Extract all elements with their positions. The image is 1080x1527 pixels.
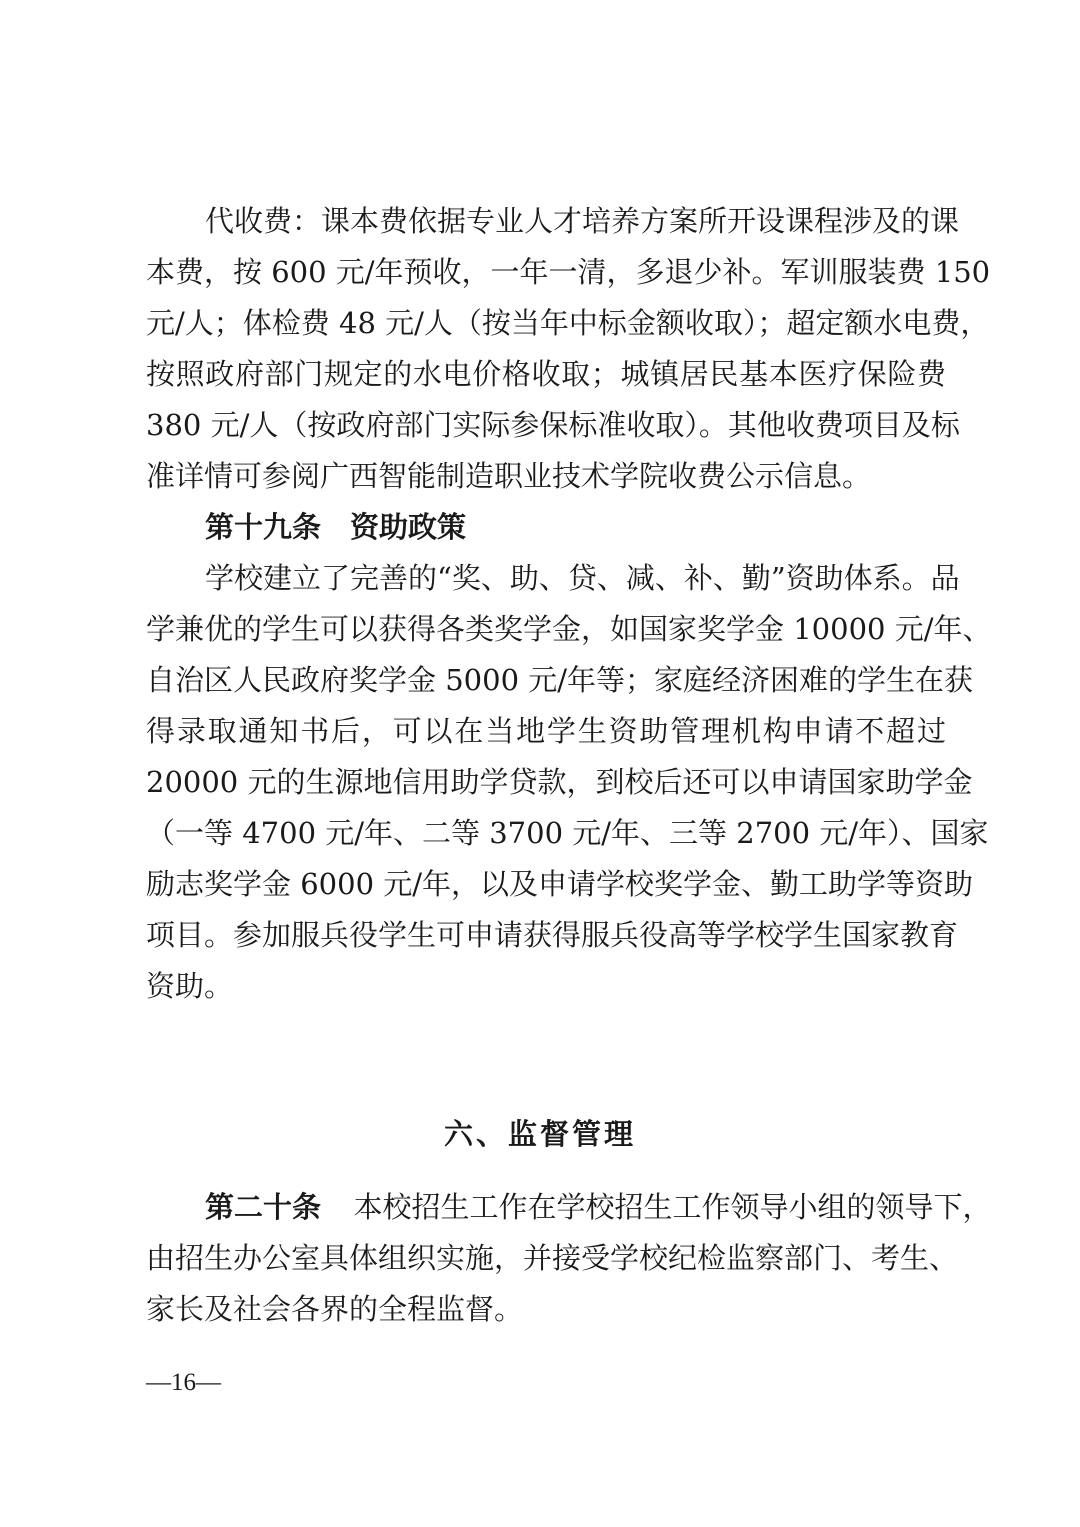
page-number: —16—	[146, 1369, 221, 1396]
paragraph-line: 学兼优的学生可以获得各类奖学金，如国家奖学金 10000 元/年、	[146, 612, 992, 646]
paragraph-line: 学校建立了完善的“奖、助、贷、减、补、勤”资助体系。品	[205, 561, 960, 595]
paragraph-line: 得录取通知书后，可以在当地学生资助管理机构申请不超过	[146, 714, 946, 748]
paragraph-line: 20000 元的生源地信用助学贷款，到校后还可以申请国家助学金	[146, 765, 973, 799]
paragraph-line: 代收费：课本费依据专业人才培养方案所开设课程涉及的课	[205, 204, 960, 238]
paragraph-line: 本费，按 600 元/年预收，一年一清，多退少补。军训服装费 150	[146, 255, 991, 289]
paragraph-line: 按照政府部门规定的水电价格收取；城镇居民基本医疗保险费	[146, 357, 946, 391]
article-20-label: 第二十条	[205, 1190, 322, 1224]
paragraph-text: 本校招生工作在学校招生工作领导小组的领导下，	[353, 1190, 992, 1224]
section-heading: 六、监督管理	[443, 1117, 636, 1151]
paragraph-line: 元/人；体检费 48 元/人（按当年中标金额收取）；超定额水电费，	[146, 306, 990, 340]
paragraph-line: 准详情可参阅广西智能制造职业技术学院收费公示信息。	[146, 459, 872, 493]
paragraph-line: 自治区人民政府奖学金 5000 元/年等；家庭经济困难的学生在获	[146, 663, 974, 697]
paragraph-line: 资助。	[146, 969, 234, 1003]
article-19-title: 第十九条 资助政策	[205, 510, 467, 544]
paragraph-line: 由招生办公室具体组织实施，并接受学校纪检监察部门、考生、	[146, 1241, 959, 1275]
paragraph-line: （一等 4700 元/年、二等 3700 元/年、三等 2700 元/年）、国家	[146, 816, 989, 850]
paragraph-line: 励志奖学金 6000 元/年，以及申请学校奖学金、勤工助学等资助	[146, 867, 974, 901]
article-20-first-line	[205, 1181, 992, 1233]
paragraph-line: 380 元/人（按政府部门实际参保标准收取）。其他收费项目及标	[146, 408, 960, 442]
paragraph-line: 家长及社会各界的全程监督。	[146, 1292, 524, 1326]
paragraph-line: 项目。参加服兵役学生可申请获得服兵役高等学校学生国家教育	[146, 918, 959, 952]
